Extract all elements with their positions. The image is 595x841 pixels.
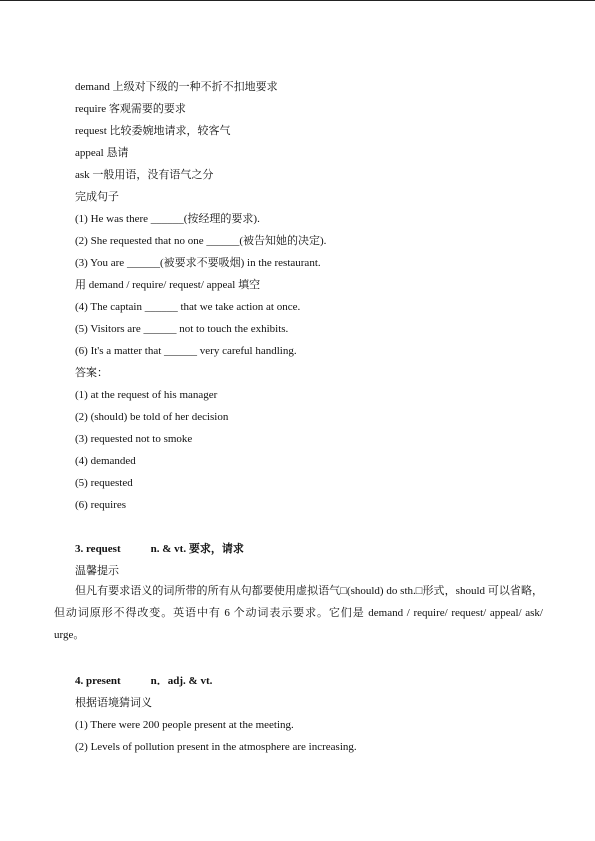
exercise-item-2: (2) She requested that no one ______(被告知她的决定). — [75, 235, 327, 247]
answer-6: (6) requires — [75, 499, 127, 511]
exercise-item-5: (5) Visitors are ______ not to touch the exhibits. — [75, 323, 289, 335]
present-example-2: (2) Levels of pollution present in the atmosphere are increasing. — [75, 741, 357, 753]
section-4-heading — [75, 674, 212, 688]
exercise-item-4: (4) The captain ______ that we take action at once. — [75, 301, 301, 313]
exercise-heading: 完成句子 — [75, 191, 119, 203]
exercise-item-1: (1) He was there ______(按经理的要求). — [75, 213, 260, 225]
tip-paragraph: 但凡有要求语义的词所带的所有从句都要使用虚拟语气□(should) do sth.□形式，should 可以省略，但动词原形不得改变。英语中有 6 个动词表示要求。它们是 demand / require/ request/ appeal/ ask/ urge。 — [54, 585, 543, 641]
exercise-item-3: (3) You are ______(被要求不要吸烟) in the restaurant. — [75, 257, 321, 269]
answer-1: (1) at the request of his manager — [75, 389, 218, 401]
section-3-pos: n. & vt. 要求，请求 — [150, 543, 244, 555]
section-3-heading — [75, 542, 244, 556]
section-4-subtitle: 根据语境猜词义 — [75, 697, 152, 709]
section-4-pos: n．adj. & vt. — [150, 675, 213, 687]
exercise-item-6: (6) It's a matter that ______ very careful handling. — [75, 345, 297, 357]
page-top-border — [0, 0, 595, 1]
answer-2: (2) (should) be told of her decision — [75, 411, 229, 423]
definition-appeal: appeal 恳请 — [75, 147, 129, 159]
definition-request: request 比较委婉地请求，较客气 — [75, 125, 231, 137]
answer-5: (5) requested — [75, 477, 133, 489]
answer-3: (3) requested not to smoke — [75, 433, 193, 445]
definition-ask: ask 一般用语，没有语气之分 — [75, 169, 214, 181]
section-4-word: 4. present — [75, 675, 121, 687]
present-example-1: (1) There were 200 people present at the meeting. — [75, 719, 294, 731]
answers-heading: 答案： — [75, 367, 108, 379]
definition-require: require 客观需要的要求 — [75, 103, 186, 115]
definition-demand: demand 上级对下级的一种不折不扣地要求 — [75, 81, 278, 93]
tip-title: 温馨提示 — [75, 565, 119, 577]
fill-blank-heading: 用 demand / require/ request/ appeal 填空 — [75, 279, 261, 291]
answer-4: (4) demanded — [75, 455, 136, 467]
section-3-word: 3. request — [75, 543, 121, 555]
